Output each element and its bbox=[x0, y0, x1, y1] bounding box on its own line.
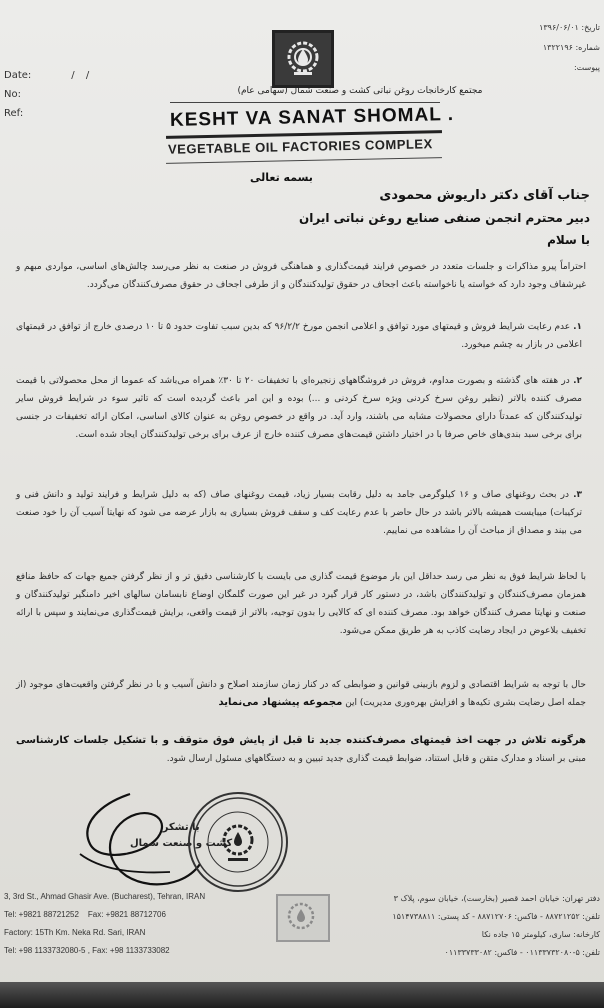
paragraph-conclusion: با لحاظ شرایط فوق به نظر می رسد حداقل این بار موضوع قیمت گذاری می بایست با کارشناسی دقیق تر و از نظر گرفتن جمیع جهات که حافظ منافع همزمان مصرف‌کنندگان و تولیدکنندگان باشد، در دستور کار قرار گیرد در غیر این صورت گلمگان اوضاع نابسامان سالهای اخیر دامنگیر تولیدکنندگان و صنعت و نهایتا مصرف کنندگان خواهد بود. مصرف کننده ای که کالایی را بدون توجیه، بالاتر از قیمت واقعی، برایش قیمت‌گذاری می‌نمایند و سپس با ارائه تخفیف بلاعوض در ایجاد رضایت کاذب به هر طریق ممکن می‌شود. bbox=[16, 572, 586, 636]
footer-address-line-fa: دفتر تهران: خیابان احمد قصیر (بخارست)، خیابان سوم، پلاک ۳ bbox=[393, 894, 600, 903]
greeting: با سلام bbox=[547, 233, 590, 247]
fa-date-value: ۱۳۹۶/۰۶/۰۱ bbox=[539, 23, 579, 32]
footer-address-line-en: 3, 3rd St., Ahmad Ghasir Ave. (Bucharest), Tehran, IRAN bbox=[4, 892, 206, 901]
header-rule-top bbox=[170, 102, 440, 103]
footer-address-fa bbox=[300, 890, 600, 962]
header-meta-en bbox=[4, 66, 93, 123]
footer-fax-en: Fax: +9821 88712706 bbox=[87, 910, 166, 919]
footer-tel-fa: تلفن: ۸۸۷۲۱۲۵۲ - فاکس: ۸۸۷۱۲۷۰۶ - کد پستی: ۱۵۱۴۷۳۸۸۱۱ bbox=[392, 912, 600, 921]
list-item-3-text: در بحث روغنهای صاف و ۱۶ کیلوگرمی جامد به دلیل رقابت بسیار زیاد، قیمت روغنهای صاف (که به دلیل شرایط و فرایند تولید و دانش فنی و ترکیبات) میبایست همیشه بالاتر باشد در حال حاضر با عدم رعایت کف و سقف فروش بسیاری به بازار عرضه می شود که نهایتا آسیب آن را خود صنعت می بیند و مصداق از مباحث آن را مشاهده می نماییم. bbox=[16, 490, 582, 536]
date-value: / / bbox=[71, 70, 94, 81]
footer-factory-tel-en: Tel: +98 1133732080-5 , Fax: +98 1133733082 bbox=[4, 946, 170, 955]
footer-factory-tel-fa: تلفن: ۵-۰۱۱۳۳۷۳۲۰۸۰ - فاکس: ۰۱۱۳۳۷۳۳۰۸۲ bbox=[444, 948, 600, 957]
signer-name: کشت و صنعت شمال bbox=[130, 838, 233, 849]
header-meta-fa: تاریخ: ۱۳۹۶/۰۶/۰۱ شماره: ۱۳۲۲۱۹۶ پیوست: bbox=[539, 23, 600, 72]
company-logo bbox=[272, 30, 334, 88]
footer-factory-en: Factory: 15Th Km. Neka Rd. Sari, IRAN bbox=[4, 928, 146, 937]
fa-no-value: ۱۳۲۲۱۹۶ bbox=[542, 43, 573, 52]
company-name-en: KESHT VA SANAT SHOMAL . bbox=[169, 104, 455, 131]
company-subtitle-en: VEGETABLE OIL FACTORIES COMPLEX bbox=[167, 136, 433, 157]
list-item-1-number: ۱. bbox=[573, 322, 582, 332]
list-item-2-number: ۲. bbox=[573, 376, 583, 386]
paragraph-request-text: مبنی بر اسناد و مدارک متقن و قابل استناد، ضوابط قیمت گذاری جدید تبیین و به دستگاههای مسئول ارسال شود. bbox=[166, 754, 586, 764]
basmala: بسمه تعالی bbox=[250, 171, 313, 184]
footer-address-en bbox=[4, 888, 205, 960]
list-item-1-text: عدم رعایت شرایط فروش و قیمتهای مورد توافق و اعلامی انجمن مورخ ۹۶/۲/۲ که بدین سبب تفاوت حدود ۵ تا ۱۰ درصدی خارج از توافق در قیمتهای اعلامی در بازار به چشم میخورد. bbox=[16, 322, 582, 350]
paragraph-proposal bbox=[16, 676, 586, 712]
company-stamp bbox=[188, 792, 288, 892]
fa-no-label: شماره bbox=[578, 43, 600, 52]
list-item-2 bbox=[16, 372, 582, 444]
paragraph-proposal-text: حال با توجه به شرایط اقتصادی و لزوم بازبینی قوانین و ضوابطی که در کنار زمان سازمند اصلاح و دانش آسیب و با در نظر گرفتن واقعیت‌های موجود (از جمله اصل رضایت بشری تکیه‌ها و افزایش بهره‌وری مدیریت) این bbox=[16, 680, 586, 708]
date-label: Date: bbox=[4, 70, 32, 81]
recipient-title: دبیر محترم انجمن صنفی صنایع روغن نباتی ایران bbox=[299, 211, 590, 225]
ref-label: Ref: bbox=[4, 108, 24, 119]
list-item-2-text: در هفته های گذشته و بصورت مداوم، فروش در فروشگاههای زنجیره‌ای با تخفیفات ۲۰ تا ۳۰٪ همراه می‌باشد که عموما از محل محصولاتی با قیمت مصرف کننده بالاتر (نظیر روغن سرخ کردنی ویژه سرخ کردنی و ...) بوده و این امر باعث گردیده است که تاثیر سوء در شرایط فروش سایر تولیدکنندگان که عمدتاً دارای محصولات مشابه می باشند، وارد آید. در واقع در خصوص روغن به عنوان کالای اساسی، امکان ارائه تخفیفات در جنسی برای برخی سبد بندی‌های خاص صرفا با در اختیار داشتن قیمت‌های مصرف کننده خارج از عرف برای برخی تولیدکنندگان ایجاد شده است. bbox=[16, 376, 582, 440]
paragraph-request-bold: هرگونه تلاش در جهت اخذ قیمتهای مصرف‌کننده جدید تا قبل از پایش فوق متوقف و با تشکیل جلسات کارشناسی bbox=[16, 735, 586, 746]
closing: با تشکر bbox=[162, 822, 200, 833]
gear-drop-logo-icon bbox=[282, 39, 324, 79]
stamp-seal-icon bbox=[190, 794, 286, 890]
intro-paragraph: احتراماً پیرو مذاکرات و جلسات متعدد در خصوص فرایند قیمت‌گذاری و هماهنگی فروش در صنعت به نظر می‌رسد چالش‌های اساسی، مواردی مبهم و غیرشفاف وجود دارد که خواسته یا ناخواسته باعث اجحاف در حقوق تولیدکنندگان و از طرفی اجحاف در حقوق مصرف‌کنندگان می‌گردد. bbox=[16, 262, 586, 290]
paragraph-request bbox=[16, 732, 586, 768]
fa-attach-label: پیوست bbox=[576, 63, 600, 72]
header-rule-bottom bbox=[166, 157, 442, 164]
recipient: جناب آقای دکتر داریوش محمودی bbox=[379, 188, 590, 203]
footer-factory-fa: کارخانه: ساری، کیلومتر ۱۵ جاده نکا bbox=[481, 930, 600, 939]
photo-bottom-edge bbox=[0, 982, 604, 1008]
paragraph-proposal-bold: مجموعه پیشنهاد می‌نماید bbox=[218, 697, 343, 708]
fa-date-label: تاریخ bbox=[584, 23, 600, 32]
no-label: No: bbox=[4, 89, 21, 100]
list-item-3 bbox=[16, 486, 582, 540]
list-item-3-number: ۳. bbox=[573, 490, 582, 500]
footer-tel-en: Tel: +9821 88721252 bbox=[4, 910, 79, 919]
list-item-1 bbox=[16, 318, 582, 354]
company-name-fa: مجتمع کارخانجات روغن نباتی کشت و صنعت شمال (سهامی عام) bbox=[237, 86, 483, 96]
